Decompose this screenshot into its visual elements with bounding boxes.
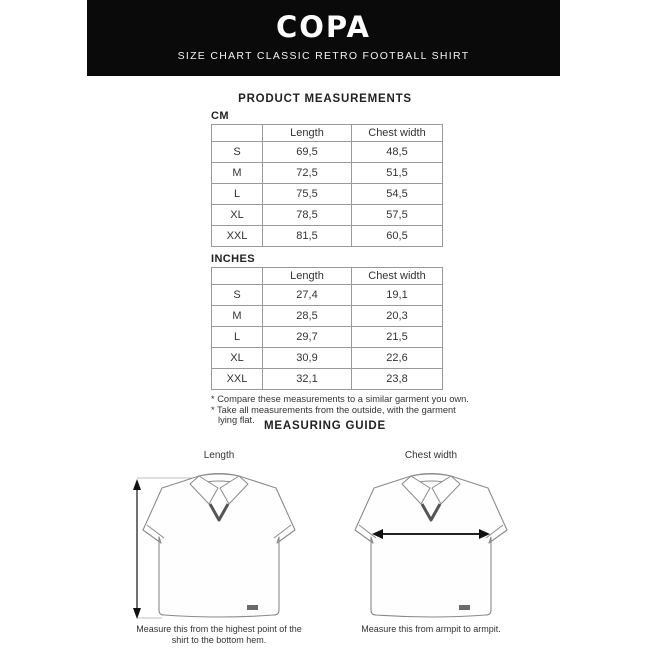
footnote-compare: * Compare these measurements to a similar garment you own. (211, 394, 469, 404)
size-row (212, 184, 443, 205)
brand-tag (247, 605, 258, 610)
size-cell: M (212, 306, 263, 327)
size-row (212, 306, 443, 327)
unit-label-cm: CM (211, 110, 229, 122)
arrow-head-down (133, 608, 141, 619)
footnote-outside: * Take all measurements from the outside, with the garment lying flat. (211, 405, 456, 426)
value-cell: 81,5 (263, 226, 352, 247)
value-cell: 60,5 (352, 226, 443, 247)
size-row (212, 348, 443, 369)
size-cell: XL (212, 348, 263, 369)
value-cell: 19,1 (352, 285, 443, 306)
value-cell: 72,5 (263, 163, 352, 184)
size-row (212, 205, 443, 226)
value-cell: 30,9 (263, 348, 352, 369)
value-cell: 27,4 (263, 285, 352, 306)
value-cell: 29,7 (263, 327, 352, 348)
length-figure-caption: Measure this from the highest point of the shirt to the bottom hem. (136, 624, 302, 645)
size-cell: XL (212, 205, 263, 226)
value-cell: 57,5 (352, 205, 443, 226)
shirt-outline (143, 474, 295, 618)
size-cell: XXL (212, 369, 263, 390)
column-header: Length (263, 268, 352, 285)
size-row (212, 285, 443, 306)
size-cell: S (212, 285, 263, 306)
size-cell: L (212, 327, 263, 348)
measurement-tables (211, 110, 469, 427)
brand-logo: COPA (276, 10, 371, 44)
header-subtitle: SIZE CHART CLASSIC RETRO FOOTBALL SHIRT (177, 50, 470, 62)
size-table-cm (211, 124, 443, 247)
value-cell: 54,5 (352, 184, 443, 205)
column-header (212, 268, 263, 285)
brand-header (87, 0, 560, 76)
value-cell: 78,5 (263, 205, 352, 226)
column-header: Chest width (352, 125, 443, 142)
size-row (212, 369, 443, 390)
column-header: Chest width (352, 268, 443, 285)
shirt-outline (355, 474, 507, 618)
size-cell: L (212, 184, 263, 205)
size-row (212, 226, 443, 247)
length-figure (114, 450, 324, 646)
chest-width-shirt-diagram-icon (326, 468, 536, 620)
size-row (212, 142, 443, 163)
value-cell: 75,5 (263, 184, 352, 205)
size-cell: XXL (212, 226, 263, 247)
header-row (212, 125, 443, 142)
size-table-inches (211, 267, 443, 390)
measuring-guide-figures (0, 450, 650, 646)
product-measurements-title: PRODUCT MEASUREMENTS (238, 93, 412, 105)
value-cell: 22,6 (352, 348, 443, 369)
column-header (212, 125, 263, 142)
value-cell: 51,5 (352, 163, 443, 184)
length-shirt-diagram-icon (114, 468, 324, 620)
length-figure-label: Length (203, 450, 235, 461)
value-cell: 48,5 (352, 142, 443, 163)
header-row (212, 268, 443, 285)
arrow-head-up (133, 479, 141, 490)
value-cell: 69,5 (263, 142, 352, 163)
chest-width-figure-label: Chest width (404, 450, 458, 461)
value-cell: 28,5 (263, 306, 352, 327)
size-row (212, 163, 443, 184)
brand-tag (459, 605, 470, 610)
unit-label-inches: INCHES (211, 253, 255, 265)
value-cell: 20,3 (352, 306, 443, 327)
value-cell: 23,8 (352, 369, 443, 390)
measuring-guide-title: MEASURING GUIDE (264, 420, 386, 432)
column-header: Length (263, 125, 352, 142)
chest-width-figure (326, 450, 536, 646)
size-cell: M (212, 163, 263, 184)
size-cell: S (212, 142, 263, 163)
value-cell: 32,1 (263, 369, 352, 390)
chest-width-figure-caption: Measure this from armpit to armpit. (361, 624, 501, 634)
size-row (212, 327, 443, 348)
value-cell: 21,5 (352, 327, 443, 348)
